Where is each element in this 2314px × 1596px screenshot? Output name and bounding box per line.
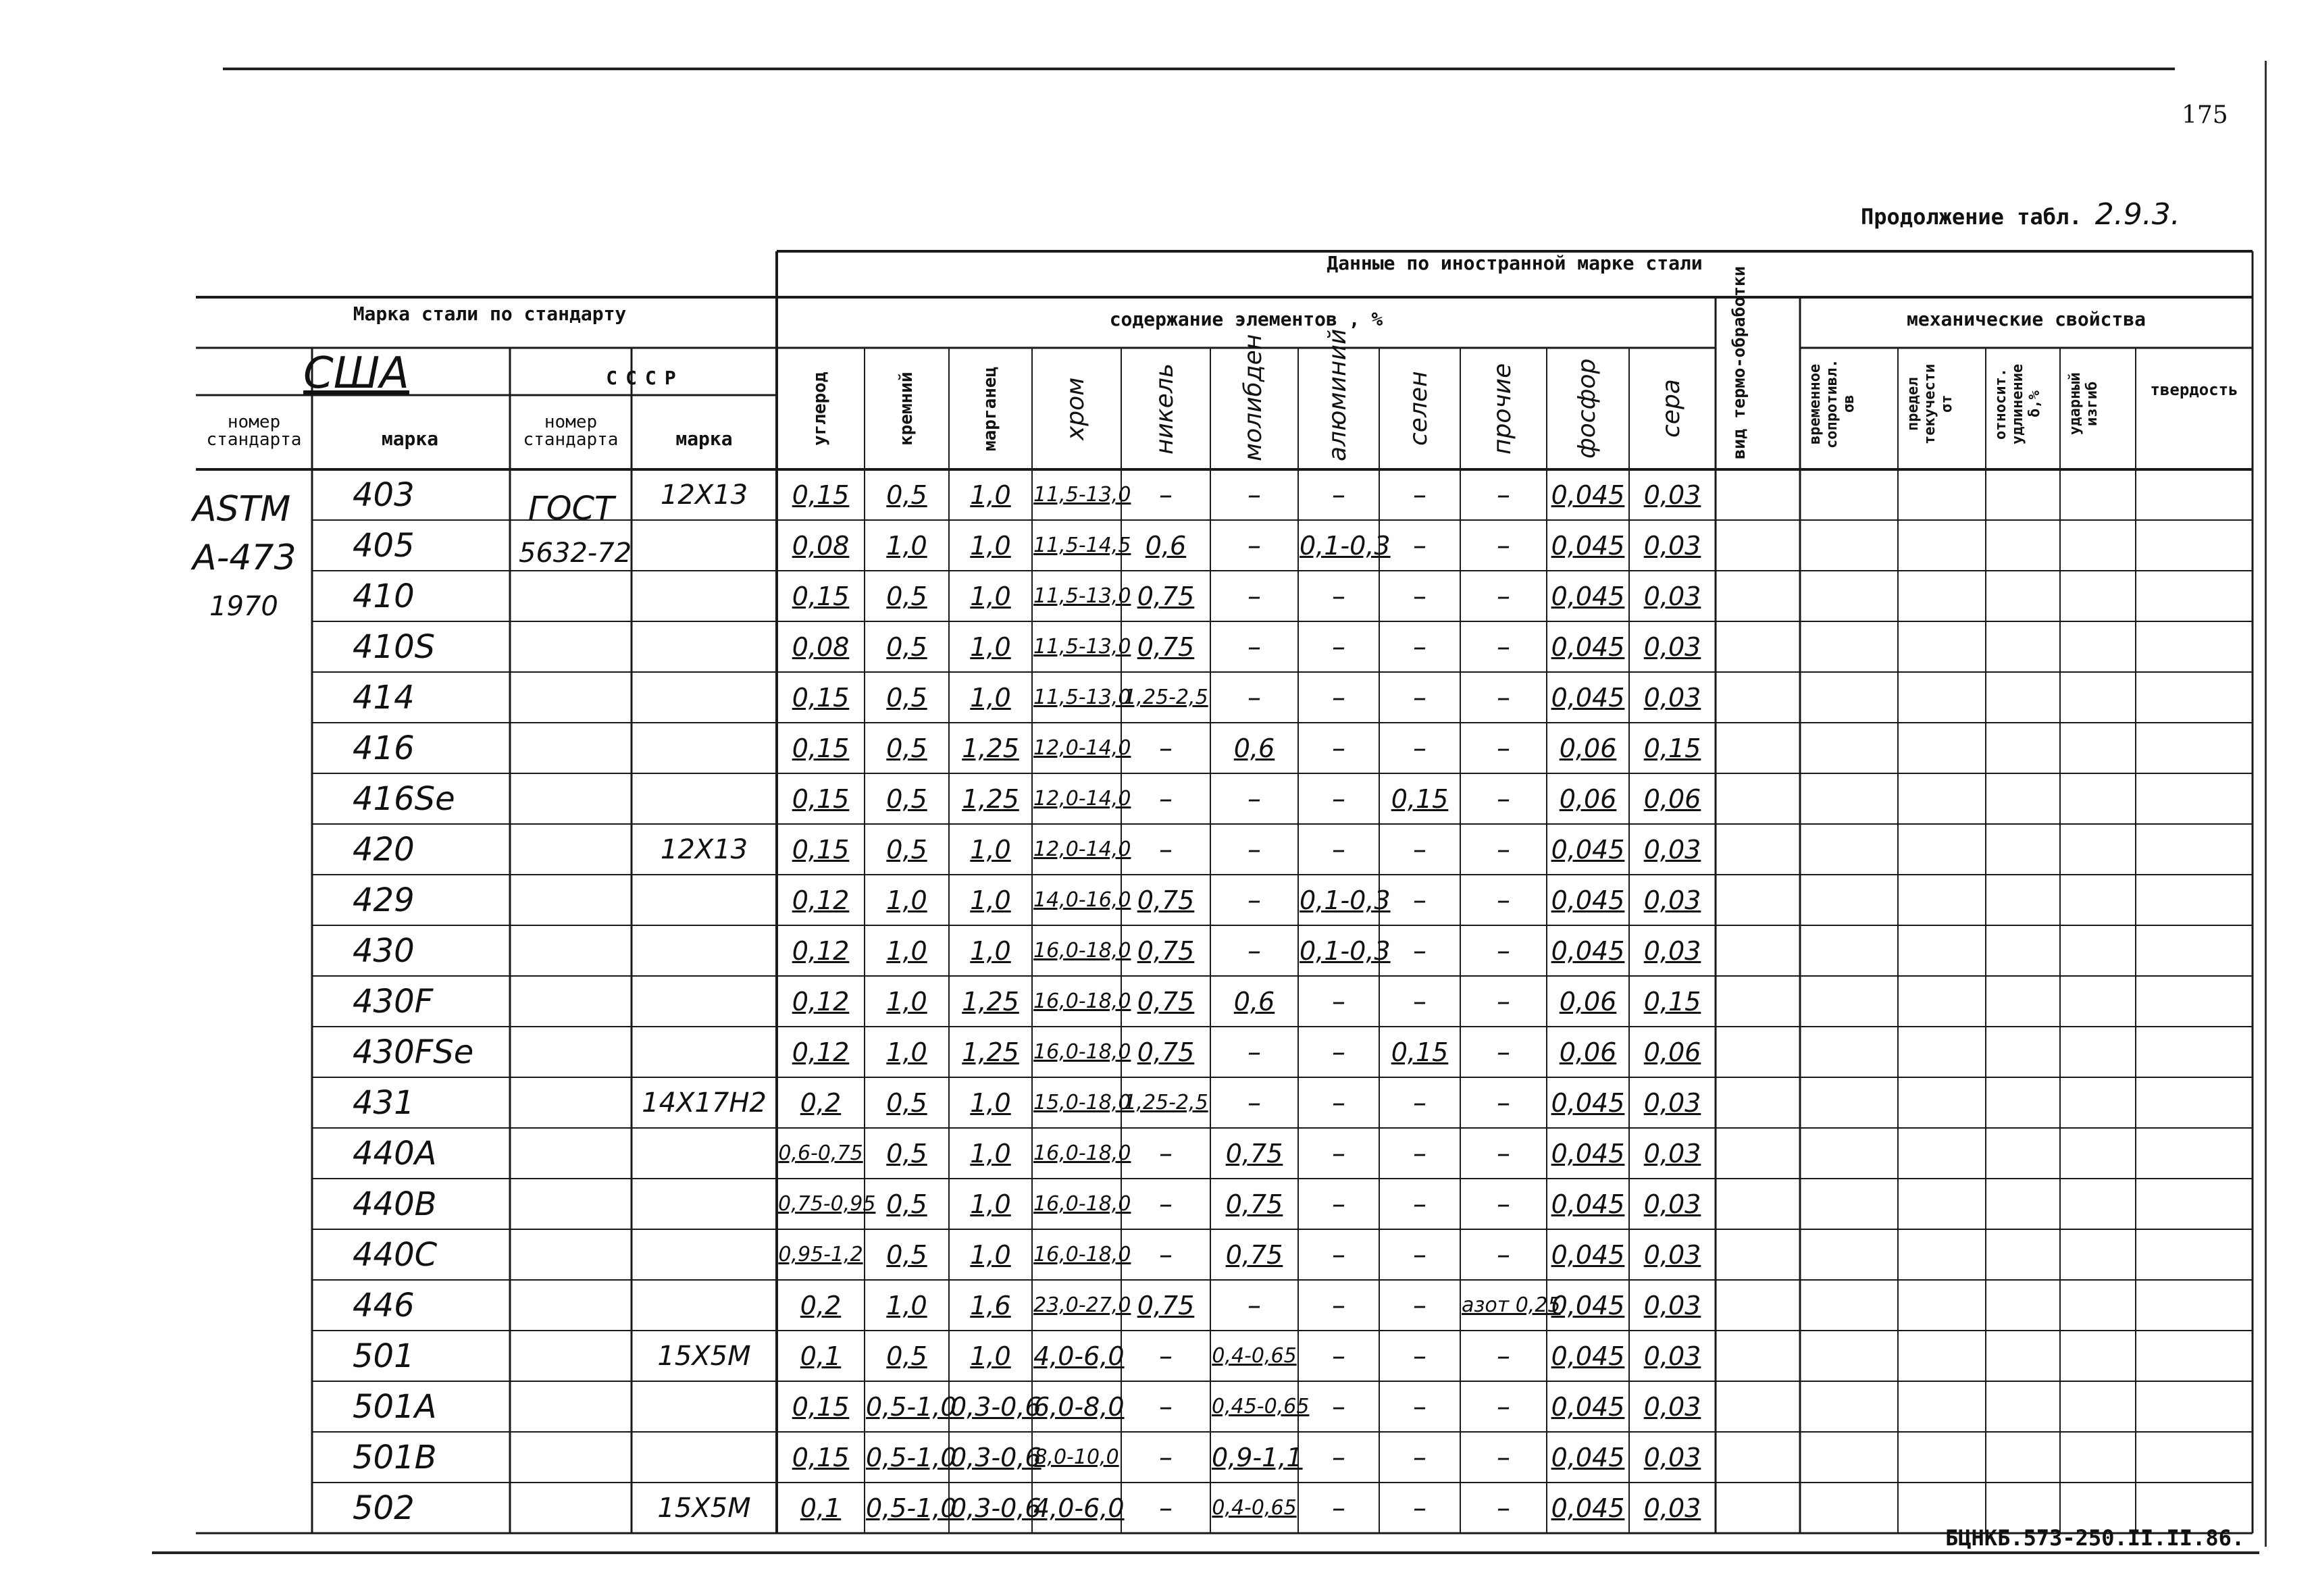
element-cell-se: 0,15 [1391, 1037, 1449, 1067]
element-cell-other: – [1497, 935, 1510, 967]
element-cell-ni: – [1159, 733, 1173, 764]
element-cell-p: 0,06 [1559, 1037, 1617, 1067]
element-cell-mo: 0,4-0,65 [1212, 1496, 1297, 1520]
element-cell-cr: 14,0-16,0 [1033, 888, 1131, 912]
ussr-std-number-header: номер стандарта [523, 412, 619, 450]
element-cell-s: 0,03 [1643, 582, 1701, 611]
element-cell-mo: 0,4-0,65 [1212, 1344, 1297, 1368]
element-cell-p: 0,045 [1551, 835, 1625, 865]
element-cell-cr: 15,0-18,0 [1033, 1091, 1131, 1114]
element-cell-p: 0,045 [1551, 1240, 1625, 1270]
element-cell-c: 0,12 [792, 885, 850, 915]
element-cell-al: – [1332, 1442, 1345, 1473]
element-cell-other: – [1497, 530, 1510, 561]
element-cell-mo: 0,75 [1225, 1240, 1283, 1270]
element-cell-p: 0,045 [1551, 683, 1625, 713]
element-cell-si: 0,5 [886, 1341, 927, 1371]
element-cell-si: 1,0 [886, 885, 927, 915]
element-cell-s: 0,06 [1643, 1037, 1701, 1067]
element-cell-cr: 16,0-18,0 [1033, 1141, 1131, 1165]
element-cell-p: 0,045 [1551, 480, 1625, 510]
element-cell-cr: 11,5-14,5 [1033, 534, 1131, 557]
element-cell-ni: 0,75 [1137, 987, 1195, 1016]
element-cell-other: – [1497, 1138, 1510, 1169]
element-cell-se: – [1413, 1189, 1426, 1220]
element-cell-al: – [1332, 1239, 1345, 1270]
element-header-9: фосфор [1573, 358, 1601, 459]
grade-cell: 410S [353, 628, 436, 666]
element-cell-mn: 1,25 [962, 784, 1019, 814]
element-cell-se: – [1413, 834, 1426, 865]
element-cell-other: – [1497, 1037, 1510, 1068]
element-cell-c: 0,1 [800, 1493, 842, 1523]
element-cell-mo: – [1248, 1037, 1261, 1068]
element-cell-mn: 1,0 [970, 531, 1011, 561]
element-cell-other: – [1497, 834, 1510, 865]
element-cell-al: 0,1-0,3 [1300, 936, 1391, 966]
grade-cell: 440A [353, 1135, 437, 1173]
element-cell-al: 0,1-0,3 [1300, 885, 1391, 915]
element-cell-si: 0,5 [886, 1139, 927, 1168]
element-cell-s: 0,06 [1643, 784, 1701, 814]
grade-cell: 416 [353, 729, 415, 767]
element-cell-other: – [1497, 1391, 1510, 1422]
element-cell-c: 0,15 [792, 683, 850, 713]
element-cell-al: – [1332, 1037, 1345, 1068]
grade-cell: 440B [353, 1185, 437, 1223]
element-cell-cr: 12,0-14,0 [1033, 787, 1131, 810]
usa-standard-number: A-473 [192, 538, 297, 578]
mech-header-1: предел текучести σт [1905, 363, 1955, 444]
element-cell-c: 0,08 [792, 531, 850, 561]
grade-cell: 431 [353, 1084, 415, 1122]
ussr-grade-header: марка [675, 428, 733, 450]
caption-ref: 2.9.3. [2094, 197, 2180, 232]
element-cell-c: 0,15 [792, 1443, 850, 1472]
element-cell-p: 0,045 [1551, 632, 1625, 662]
element-cell-s: 0,03 [1643, 1443, 1701, 1472]
element-cell-al: – [1332, 986, 1345, 1017]
element-cell-other: – [1497, 1442, 1510, 1473]
element-cell-al: – [1332, 733, 1345, 764]
element-cell-p: 0,045 [1551, 1291, 1625, 1320]
page-number: 175 [2182, 101, 2228, 129]
element-cell-p: 0,045 [1551, 1088, 1625, 1118]
element-cell-ni: 0,6 [1145, 531, 1187, 561]
grade-cell: 416Se [353, 780, 455, 818]
element-cell-se: – [1413, 1290, 1426, 1321]
element-cell-c: 0,95-1,2 [778, 1243, 863, 1266]
element-cell-al: – [1332, 682, 1345, 713]
element-cell-si: 0,5 [886, 632, 927, 662]
grade-cell: 414 [353, 679, 415, 717]
element-cell-p: 0,06 [1559, 987, 1617, 1016]
grade-cell: 403 [353, 476, 415, 514]
element-cell-al: – [1332, 1391, 1345, 1422]
element-cell-mo: 0,9-1,1 [1212, 1443, 1303, 1472]
element-cell-s: 0,03 [1643, 936, 1701, 966]
element-cell-mn: 1,0 [970, 835, 1011, 865]
element-cell-s: 0,03 [1643, 683, 1701, 713]
element-cell-si: 0,5 [886, 582, 927, 611]
element-cell-other: – [1497, 1189, 1510, 1220]
element-cell-ni: – [1159, 1189, 1173, 1220]
element-cell-p: 0,045 [1551, 1139, 1625, 1168]
element-cell-cr: 23,0-27,0 [1033, 1293, 1131, 1317]
element-cell-si: 0,5 [886, 1088, 927, 1118]
element-cell-c: 0,15 [792, 835, 850, 865]
element-cell-se: – [1413, 733, 1426, 764]
footer-code: БЦНКБ.573-250.II.II.86. [1945, 1525, 2245, 1551]
element-cell-c: 0,75-0,95 [778, 1192, 876, 1216]
grade-cell: 420 [353, 831, 415, 869]
element-header-4: никель [1151, 363, 1179, 455]
element-cell-al: – [1332, 1290, 1345, 1321]
usa-standard-year: 1970 [209, 591, 278, 622]
element-cell-ni: 0,75 [1137, 1291, 1195, 1320]
ussr-grade-cell: 14Х17Н2 [642, 1087, 767, 1118]
element-cell-c: 0,15 [792, 1392, 850, 1422]
element-cell-p: 0,045 [1551, 1493, 1625, 1523]
grade-cell: 430FSe [353, 1033, 474, 1071]
element-cell-mo: – [1248, 1087, 1261, 1118]
element-cell-al: – [1332, 1189, 1345, 1220]
element-cell-c: 0,2 [800, 1088, 842, 1118]
mech-header-2: относит. удлинение δ,% [1992, 363, 2043, 444]
element-header-2: марганец [979, 366, 1000, 451]
element-cell-se: – [1413, 632, 1426, 663]
element-cell-mo: – [1248, 632, 1261, 663]
ussr-grade-cell: 12Х13 [660, 480, 748, 511]
element-cell-mo: – [1248, 783, 1261, 815]
element-cell-se: – [1413, 530, 1426, 561]
element-cell-al: – [1332, 1341, 1345, 1372]
element-cell-se: – [1413, 1442, 1426, 1473]
grade-cell: 501A [353, 1388, 437, 1426]
usa-std-number-header: номер стандарта [206, 412, 302, 450]
grade-cell: 405 [353, 527, 415, 565]
gost-standard-number: 5632-72 [519, 538, 632, 569]
element-cell-mn: 1,0 [970, 1139, 1011, 1168]
element-cell-mn: 1,6 [970, 1291, 1011, 1320]
element-cell-se: – [1413, 1391, 1426, 1422]
element-cell-mo: 0,75 [1225, 1189, 1283, 1219]
element-cell-al: – [1332, 834, 1345, 865]
element-cell-mo: – [1248, 581, 1261, 612]
element-cell-mn: 1,0 [970, 582, 1011, 611]
composition-header: содержание элементов , % [1109, 308, 1383, 330]
usa-header: США [303, 349, 409, 398]
element-cell-ni: – [1159, 783, 1173, 815]
element-cell-p: 0,045 [1551, 1341, 1625, 1371]
element-cell-p: 0,045 [1551, 1443, 1625, 1472]
element-cell-other: – [1497, 1239, 1510, 1270]
element-header-0: углерод [810, 371, 830, 446]
grade-cell: 430F [353, 983, 434, 1021]
element-cell-si: 1,0 [886, 1037, 927, 1067]
element-cell-mo: 0,6 [1233, 733, 1275, 763]
mech-header-4: твердость [2150, 380, 2238, 399]
element-cell-si: 0,5 [886, 1240, 927, 1270]
element-header-10: сера [1657, 379, 1685, 438]
element-cell-ni: 0,75 [1137, 1037, 1195, 1067]
element-cell-mn: 1,0 [970, 1240, 1011, 1270]
element-cell-se: 0,15 [1391, 784, 1449, 814]
element-cell-si: 1,0 [886, 1291, 927, 1320]
element-cell-cr: 16,0-18,0 [1033, 1243, 1131, 1266]
element-cell-mo: 0,6 [1233, 987, 1275, 1016]
element-cell-mn: 1,0 [970, 1189, 1011, 1219]
element-cell-other: – [1497, 480, 1510, 511]
element-cell-other: – [1497, 632, 1510, 663]
element-cell-ni: – [1159, 1138, 1173, 1169]
element-cell-p: 0,045 [1551, 582, 1625, 611]
element-cell-si: 0,5-1,0 [866, 1443, 957, 1472]
element-cell-p: 0,045 [1551, 531, 1625, 561]
element-header-5: молибден [1239, 334, 1267, 461]
ussr-grade-cell: 15Х5М [657, 1341, 751, 1372]
element-cell-se: – [1413, 1087, 1426, 1118]
element-cell-s: 0,03 [1643, 1240, 1701, 1270]
element-cell-cr: 4,0-6,0 [1033, 1341, 1125, 1371]
element-cell-c: 0,12 [792, 1037, 850, 1067]
element-cell-cr: 11,5-13,0 [1033, 635, 1131, 659]
element-cell-si: 0,5 [886, 835, 927, 865]
element-cell-cr: 11,5-13,0 [1033, 584, 1131, 608]
element-cell-c: 0,12 [792, 936, 850, 966]
element-cell-si: 1,0 [886, 936, 927, 966]
element-cell-ni: – [1159, 1391, 1173, 1422]
element-cell-s: 0,03 [1643, 632, 1701, 662]
element-cell-si: 0,5-1,0 [866, 1392, 957, 1422]
element-cell-si: 0,5 [886, 784, 927, 814]
element-cell-cr: 16,0-18,0 [1033, 1192, 1131, 1216]
element-cell-s: 0,03 [1643, 1291, 1701, 1320]
element-cell-al: – [1332, 783, 1345, 815]
element-cell-si: 1,0 [886, 987, 927, 1016]
gost-standard-name: ГОСТ [528, 490, 615, 527]
element-header-3: хром [1062, 377, 1089, 440]
element-cell-other: – [1497, 885, 1510, 916]
grade-cell: 410 [353, 577, 415, 615]
element-cell-si: 0,5 [886, 733, 927, 763]
element-cell-c: 0,08 [792, 632, 850, 662]
usa-standard-cell [192, 485, 307, 631]
element-cell-ni: 1,25-2,5 [1123, 686, 1208, 709]
element-cell-cr: 6,0-8,0 [1033, 1392, 1125, 1422]
grade-cell: 501B [353, 1439, 437, 1476]
bottom-rule [152, 1551, 2259, 1554]
element-cell-mn: 1,0 [970, 632, 1011, 662]
element-cell-al: 0,1-0,3 [1300, 531, 1391, 561]
element-cell-se: – [1413, 682, 1426, 713]
usa-standard-name: ASTM [192, 489, 291, 530]
element-cell-other: – [1497, 682, 1510, 713]
grade-cell: 446 [353, 1287, 415, 1324]
element-cell-other: азот 0,25 [1462, 1293, 1561, 1317]
element-cell-mn: 0,3-0,6 [950, 1493, 1042, 1523]
ussr-header: СССР [606, 367, 684, 389]
element-cell-cr: 12,0-14,0 [1033, 736, 1131, 760]
element-cell-al: – [1332, 1087, 1345, 1118]
element-cell-ni: – [1159, 834, 1173, 865]
element-cell-c: 0,15 [792, 480, 850, 510]
element-cell-s: 0,03 [1643, 1392, 1701, 1422]
element-cell-other: – [1497, 733, 1510, 764]
element-cell-cr: 16,0-18,0 [1033, 989, 1131, 1013]
element-cell-cr: 4,0-6,0 [1033, 1493, 1125, 1523]
mechanical-header: механические свойства [1906, 308, 2146, 330]
element-cell-c: 0,15 [792, 582, 850, 611]
element-cell-se: – [1413, 1138, 1426, 1169]
element-cell-se: – [1413, 581, 1426, 612]
element-cell-se: – [1413, 986, 1426, 1017]
element-header-1: кремний [896, 371, 917, 446]
element-cell-ni: – [1159, 1442, 1173, 1473]
element-cell-cr: 12,0-14,0 [1033, 838, 1131, 861]
element-cell-ni: 0,75 [1137, 936, 1195, 966]
element-cell-mo: – [1248, 682, 1261, 713]
element-cell-other: – [1497, 1087, 1510, 1118]
heat-treatment-header: вид термо-обработки [1729, 266, 1749, 459]
element-cell-s: 0,15 [1643, 733, 1701, 763]
element-cell-si: 0,5 [886, 1189, 927, 1219]
element-cell-mo: – [1248, 885, 1261, 916]
grade-cell: 430 [353, 932, 415, 970]
grade-cell: 440C [353, 1236, 438, 1274]
element-cell-ni: 1,25-2,5 [1123, 1091, 1208, 1114]
gost-standard-cell [519, 486, 634, 575]
element-cell-p: 0,045 [1551, 885, 1625, 915]
element-cell-p: 0,045 [1551, 936, 1625, 966]
element-cell-ni: 0,75 [1137, 632, 1195, 662]
element-cell-mn: 1,0 [970, 480, 1011, 510]
element-cell-c: 0,15 [792, 784, 850, 814]
element-cell-s: 0,03 [1643, 1341, 1701, 1371]
element-cell-mn: 1,25 [962, 733, 1019, 763]
element-cell-cr: 11,5-13,0 [1033, 686, 1131, 709]
element-cell-s: 0,03 [1643, 885, 1701, 915]
element-header-7: селен [1405, 371, 1433, 446]
element-cell-mn: 1,25 [962, 987, 1019, 1016]
element-cell-mn: 1,0 [970, 1088, 1011, 1118]
element-cell-s: 0,03 [1643, 1493, 1701, 1523]
element-cell-mo: – [1248, 530, 1261, 561]
mech-header-3: ударный изгиб [2067, 372, 2101, 436]
grade-cell: 429 [353, 881, 415, 919]
element-cell-al: – [1332, 632, 1345, 663]
element-cell-c: 0,12 [792, 987, 850, 1016]
element-cell-si: 1,0 [886, 531, 927, 561]
element-cell-s: 0,15 [1643, 987, 1701, 1016]
grade-cell: 502 [353, 1489, 415, 1527]
element-cell-s: 0,03 [1643, 531, 1701, 561]
element-cell-se: – [1413, 935, 1426, 967]
element-cell-mn: 0,3-0,6 [950, 1443, 1042, 1472]
element-cell-ni: 0,75 [1137, 885, 1195, 915]
element-cell-mo: – [1248, 1290, 1261, 1321]
element-cell-c: 0,15 [792, 733, 850, 763]
caption-prefix: Продолжение табл. [1861, 204, 2082, 230]
element-cell-c: 0,1 [800, 1341, 842, 1371]
element-cell-mo: – [1248, 935, 1261, 967]
element-cell-se: – [1413, 885, 1426, 916]
mech-header-0: временное сопротивл. σв [1807, 359, 1857, 449]
element-cell-al: – [1332, 480, 1345, 511]
element-cell-ni: – [1159, 1341, 1173, 1372]
element-header-6: алюминий [1324, 328, 1352, 461]
element-cell-ni: 0,75 [1137, 582, 1195, 611]
element-cell-mo: – [1248, 834, 1261, 865]
element-cell-si: 0,5 [886, 683, 927, 713]
element-cell-other: – [1497, 986, 1510, 1017]
element-cell-mn: 1,0 [970, 1341, 1011, 1371]
element-cell-ni: – [1159, 480, 1173, 511]
element-cell-mo: 0,45-0,65 [1212, 1395, 1310, 1418]
element-cell-s: 0,03 [1643, 1139, 1701, 1168]
element-cell-p: 0,06 [1559, 784, 1617, 814]
element-cell-p: 0,045 [1551, 1392, 1625, 1422]
element-cell-other: – [1497, 581, 1510, 612]
element-cell-other: – [1497, 783, 1510, 815]
element-cell-cr: 16,0-18,0 [1033, 1040, 1131, 1064]
ussr-grade-cell: 15Х5М [657, 1493, 751, 1524]
element-cell-other: – [1497, 1493, 1510, 1524]
element-cell-s: 0,03 [1643, 480, 1701, 510]
element-cell-al: – [1332, 1138, 1345, 1169]
element-cell-ni: – [1159, 1493, 1173, 1524]
element-cell-mn: 1,0 [970, 936, 1011, 966]
element-cell-other: – [1497, 1341, 1510, 1372]
element-cell-p: 0,06 [1559, 733, 1617, 763]
element-cell-mo: – [1248, 480, 1261, 511]
element-cell-cr: 16,0-18,0 [1033, 939, 1131, 962]
element-cell-se: – [1413, 480, 1426, 511]
element-cell-p: 0,045 [1551, 1189, 1625, 1219]
grade-cell: 501 [353, 1337, 415, 1375]
foreign-data-header: Данные по иностранной марке стали [1327, 252, 1703, 274]
element-header-8: прочие [1489, 363, 1516, 455]
element-cell-mn: 1,0 [970, 885, 1011, 915]
element-cell-s: 0,03 [1643, 835, 1701, 865]
element-cell-c: 0,2 [800, 1291, 842, 1320]
element-cell-mo: 0,75 [1225, 1139, 1283, 1168]
element-cell-s: 0,03 [1643, 1088, 1701, 1118]
usa-grade-header: марка [381, 428, 439, 450]
element-cell-c: 0,6-0,75 [778, 1141, 863, 1165]
element-cell-mn: 0,3-0,6 [950, 1392, 1042, 1422]
element-cell-al: – [1332, 1493, 1345, 1524]
element-cell-se: – [1413, 1341, 1426, 1372]
element-cell-mn: 1,25 [962, 1037, 1019, 1067]
element-cell-se: – [1413, 1493, 1426, 1524]
element-cell-se: – [1413, 1239, 1426, 1270]
element-cell-ni: – [1159, 1239, 1173, 1270]
element-cell-si: 0,5-1,0 [866, 1493, 957, 1523]
element-cell-si: 0,5 [886, 480, 927, 510]
ussr-grade-cell: 12Х13 [660, 834, 748, 865]
grade-by-standard-header: Марка стали по стандарту [353, 303, 627, 325]
element-cell-al: – [1332, 581, 1345, 612]
element-cell-s: 0,03 [1643, 1189, 1701, 1219]
element-cell-mn: 1,0 [970, 683, 1011, 713]
element-cell-cr: 11,5-13,0 [1033, 483, 1131, 507]
element-cell-cr: 8,0-10,0 [1034, 1445, 1119, 1469]
